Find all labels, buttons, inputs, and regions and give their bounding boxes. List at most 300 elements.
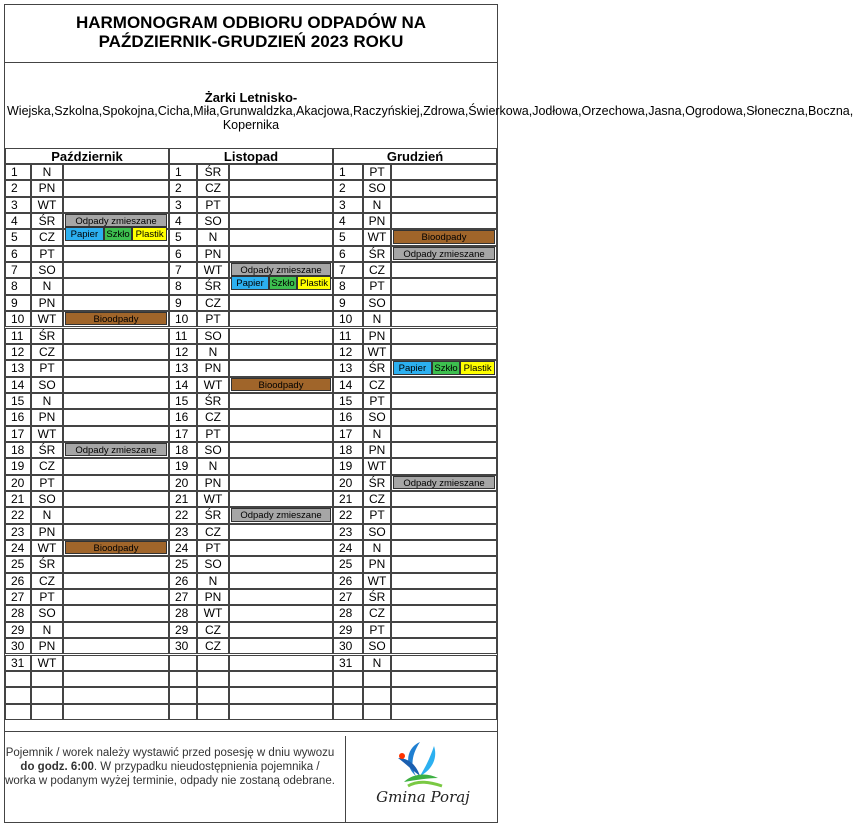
weekday: PN [197,360,229,376]
day-number: 7 [169,262,197,278]
day-number: 15 [333,393,363,409]
weekday: WT [363,458,391,474]
weekday: SO [363,409,391,425]
pickup-cell [229,344,333,360]
pickup-cell [229,229,333,245]
weekday: N [197,573,229,589]
day-number: 22 [333,507,363,523]
day-number: 24 [5,540,31,556]
weekday: N [363,540,391,556]
pickup-cell [391,344,497,360]
day-number: 17 [5,426,31,442]
day-number: 25 [169,556,197,572]
day-number [169,671,197,687]
day-number: 21 [169,491,197,507]
weekday: PN [363,213,391,229]
pickup-cell [391,278,497,294]
pickup-cell [63,295,169,311]
day-number: 18 [169,442,197,458]
pickup-cell [391,262,497,278]
pickup-cell [63,622,169,638]
logo-text: Gmina Poraj [376,788,470,806]
weekday: WT [197,262,229,278]
weekday [197,687,229,703]
footer [5,731,497,825]
weekday: PN [197,246,229,262]
weekday: SO [31,262,63,278]
weekday: SO [363,524,391,540]
pickup-cell [391,328,497,344]
day-number: 4 [5,213,31,229]
weekday: SO [197,328,229,344]
notice-text-1: Pojemnik / worek należy wystawić przed posesję w dniu wywozu [5,747,335,759]
weekday: SO [363,638,391,654]
day-number: 29 [5,622,31,638]
bio-waste-tag: Bioodpady [393,230,495,243]
glass-pickup-tag: Szkło [432,361,461,374]
mixed-waste-tag: Odpady zmieszane [65,214,167,227]
pickup-cell [63,605,169,621]
mixed-waste-tag: Odpady zmieszane [231,263,331,276]
weekday: WT [363,344,391,360]
pickup-cell [391,197,497,213]
day-number: 2 [169,180,197,196]
weekday: CZ [197,638,229,654]
street-list: Wiejska,Szkolna,Spokojna,Cicha,Miła,Grunwaldzka,Akacjowa,Raczyńskiej,Zdrowa,Świerkowa,Jodłowa,Orzechowa,Jasna,Ogrodowa,Słoneczna,Boczna, Kopernika [7,104,853,132]
day-number: 31 [5,655,31,671]
day-number: 23 [333,524,363,540]
day-number: 20 [333,475,363,491]
pickup-cell [391,213,497,229]
day-number: 8 [169,278,197,294]
weekday: PT [197,197,229,213]
pickup-cell [229,622,333,638]
day-number: 31 [333,655,363,671]
weekday: ŚR [363,360,391,376]
day-number: 11 [5,328,31,344]
pickup-cell [229,540,333,556]
pickup-cell [391,671,497,687]
day-number: 15 [5,393,31,409]
pickup-cell [229,426,333,442]
pickup-cell [391,180,497,196]
pickup-cell [63,671,169,687]
day-number: 13 [333,360,363,376]
weekday: CZ [363,491,391,507]
month-header: Październik [5,148,169,164]
weekday: PN [363,556,391,572]
pickup-cell [63,556,169,572]
day-number [333,671,363,687]
weekday: PT [31,246,63,262]
weekday: PT [363,278,391,294]
day-number: 22 [5,507,31,523]
day-number: 11 [169,328,197,344]
bio-waste-tag: Bioodpady [65,541,167,554]
weekday: N [363,311,391,327]
weekday: WT [31,311,63,327]
gmina-logo [345,736,494,822]
day-number: 14 [5,377,31,393]
weekday: PN [197,589,229,605]
weekday: N [363,655,391,671]
weekday: CZ [31,229,63,245]
weekday: WT [31,540,63,556]
weekday: PN [31,638,63,654]
pickup-cell [229,393,333,409]
pickup-cell [391,442,497,458]
pickup-cell [63,475,169,491]
weekday: CZ [197,622,229,638]
weekday: PN [197,475,229,491]
day-number: 19 [169,458,197,474]
day-number: 23 [169,524,197,540]
weekday: SO [197,213,229,229]
pickup-cell [63,573,169,589]
day-number [5,671,31,687]
pickup-cell [391,573,497,589]
pickup-cell [391,491,497,507]
weekday: ŚR [31,213,63,229]
pickup-cell [391,311,497,327]
mixed-waste-tag: Odpady zmieszane [65,443,167,456]
day-number: 25 [333,556,363,572]
weekday: SO [31,377,63,393]
pickup-cell [63,180,169,196]
day-number: 4 [169,213,197,229]
pickup-cell [229,655,333,671]
weekday: WT [363,229,391,245]
pickup-cell [391,605,497,621]
weekday [363,671,391,687]
weekday [31,687,63,703]
weekday: PN [31,180,63,196]
pickup-cell [229,573,333,589]
day-number: 28 [169,605,197,621]
pickup-cell [229,491,333,507]
pickup-cell [391,409,497,425]
day-number: 25 [5,556,31,572]
pickup-cell [391,687,497,703]
day-number: 26 [333,573,363,589]
pickup-cell [391,704,497,720]
pickup-cell [229,328,333,344]
mixed-waste-tag: Odpady zmieszane [393,247,495,260]
pickup-cell [229,197,333,213]
weekday: N [197,229,229,245]
weekday: CZ [31,573,63,589]
day-number: 30 [169,638,197,654]
day-number: 26 [5,573,31,589]
day-number: 28 [333,605,363,621]
day-number: 6 [169,246,197,262]
weekday [197,704,229,720]
day-number: 18 [333,442,363,458]
day-number: 29 [169,622,197,638]
pickup-cell [391,589,497,605]
weekday: WT [363,573,391,589]
day-number: 19 [333,458,363,474]
weekday [363,687,391,703]
mixed-waste-tag: Odpady zmieszane [393,476,495,489]
mixed-waste-tag: Odpady zmieszane [231,508,331,521]
pickup-cell [63,328,169,344]
weekday: PT [31,589,63,605]
pickup-cell [63,687,169,703]
day-number [169,655,197,671]
paper-pickup-tag: Papier [231,276,269,289]
day-number: 20 [169,475,197,491]
weekday: PT [363,507,391,523]
weekday: PN [363,442,391,458]
weekday: PN [363,328,391,344]
weekday: N [31,393,63,409]
weekday: ŚR [197,393,229,409]
pickup-cell [63,589,169,605]
title-line-1: HARMONOGRAM ODBIORU ODPADÓW NA [75,13,427,32]
weekday: WT [197,491,229,507]
pickup-cell [229,409,333,425]
day-number: 6 [333,246,363,262]
pickup-cell [229,180,333,196]
pickup-cell [391,556,497,572]
weekday: SO [363,180,391,196]
weekday: N [31,278,63,294]
pickup-cell [391,295,497,311]
day-number: 28 [5,605,31,621]
day-number: 21 [5,491,31,507]
day-number: 15 [169,393,197,409]
day-number: 2 [333,180,363,196]
day-number [169,687,197,703]
day-number: 18 [5,442,31,458]
weekday: PT [363,393,391,409]
pickup-cell [229,671,333,687]
bio-waste-tag: Bioodpady [65,312,167,325]
day-number: 14 [333,377,363,393]
day-number: 26 [169,573,197,589]
collection-notice [5,746,335,788]
pickup-cell [63,360,169,376]
pickup-cell [229,475,333,491]
day-number: 24 [169,540,197,556]
day-number: 7 [5,262,31,278]
day-number: 3 [333,197,363,213]
page-title [5,13,497,51]
pickup-cell [229,638,333,654]
weekday [363,704,391,720]
pickup-cell [229,687,333,703]
weekday: ŚR [197,164,229,180]
day-number: 12 [169,344,197,360]
weekday: ŚR [197,278,229,294]
day-number: 6 [5,246,31,262]
weekday: WT [31,655,63,671]
pickup-cell [63,507,169,523]
day-number: 1 [333,164,363,180]
day-number: 17 [169,426,197,442]
day-number: 29 [333,622,363,638]
plastic-pickup-tag: Plastik [460,361,495,374]
pickup-cell [63,655,169,671]
day-number: 13 [5,360,31,376]
pickup-cell [391,655,497,671]
pickup-cell [63,164,169,180]
paper-pickup-tag: Papier [65,227,104,240]
pickup-cell [229,360,333,376]
weekday: N [363,197,391,213]
weekday: WT [31,426,63,442]
day-number: 4 [333,213,363,229]
weekday: ŚR [197,507,229,523]
pickup-cell [391,377,497,393]
weekday: CZ [197,409,229,425]
pickup-cell [63,704,169,720]
day-number: 2 [5,180,31,196]
weekday: CZ [197,180,229,196]
weekday: ŚR [363,246,391,262]
weekday: WT [31,197,63,213]
weekday: PT [197,540,229,556]
schedule-sheet [4,4,853,823]
weekday: SO [31,605,63,621]
weekday: WT [197,377,229,393]
day-number: 1 [169,164,197,180]
weekday [197,655,229,671]
pickup-cell [63,524,169,540]
day-number: 27 [169,589,197,605]
pickup-cell [391,164,497,180]
weekday: CZ [363,262,391,278]
pickup-cell [229,556,333,572]
pickup-cell [391,524,497,540]
weekday: CZ [31,344,63,360]
day-number: 19 [5,458,31,474]
weekday: PT [363,622,391,638]
day-number: 13 [169,360,197,376]
day-number: 16 [333,409,363,425]
pickup-cell [229,524,333,540]
day-number: 17 [333,426,363,442]
weekday: PT [31,360,63,376]
weekday: ŚR [31,442,63,458]
day-number [5,687,31,703]
day-number: 30 [333,638,363,654]
day-number: 12 [5,344,31,360]
weekday: ŚR [363,475,391,491]
pickup-cell [63,638,169,654]
weekday: CZ [197,524,229,540]
weekday: N [197,344,229,360]
day-number: 10 [5,311,31,327]
location-title: Żarki Letnisko- [204,90,298,105]
pickup-cell [391,393,497,409]
notice-text-2: . W przypadku nieudostępnienia pojemnika / worka w podanym wyżej terminie, odpady nie zostaną odebrane. [5,761,335,787]
day-number: 16 [5,409,31,425]
day-number: 5 [5,229,31,245]
weekday: N [31,622,63,638]
pickup-cell [229,589,333,605]
pickup-cell [63,409,169,425]
glass-pickup-tag: Szkło [104,227,133,240]
day-number: 1 [5,164,31,180]
weekday: PN [31,409,63,425]
weekday: CZ [31,458,63,474]
day-number [5,704,31,720]
pickup-cell [391,458,497,474]
bio-waste-tag: Bioodpady [231,378,331,391]
pickup-cell [229,164,333,180]
pickup-cell [63,458,169,474]
weekday: N [31,507,63,523]
pickup-cell [229,458,333,474]
pickup-cell [63,491,169,507]
pickup-cell [229,311,333,327]
pickup-cell [63,262,169,278]
weekday [31,704,63,720]
tulip-icon [346,736,494,796]
pickup-cell [229,213,333,229]
pickup-cell [63,344,169,360]
day-number: 30 [5,638,31,654]
day-number [333,687,363,703]
day-number: 5 [169,229,197,245]
day-number: 3 [5,197,31,213]
weekday: PT [363,164,391,180]
pickup-cell [391,540,497,556]
paper-pickup-tag: Papier [393,361,432,374]
pickup-cell [229,246,333,262]
day-number: 24 [333,540,363,556]
day-number: 9 [169,295,197,311]
pickup-cell [229,442,333,458]
pickup-cell [391,426,497,442]
day-number: 22 [169,507,197,523]
weekday: N [197,458,229,474]
day-number: 20 [5,475,31,491]
glass-pickup-tag: Szkło [269,276,297,289]
day-number: 5 [333,229,363,245]
day-number [333,704,363,720]
weekday: SO [197,442,229,458]
pickup-cell [63,426,169,442]
day-number: 7 [333,262,363,278]
weekday: PN [31,295,63,311]
weekday: ŚR [363,589,391,605]
day-number: 27 [333,589,363,605]
day-number: 10 [333,311,363,327]
pickup-cell [229,605,333,621]
pickup-cell [63,197,169,213]
pickup-cell [229,704,333,720]
pickup-cell [229,295,333,311]
day-number: 8 [333,278,363,294]
weekday: N [31,164,63,180]
day-number: 23 [5,524,31,540]
notice-deadline: do godz. 6:00 [20,761,94,773]
plastic-pickup-tag: Plastik [297,276,331,289]
weekday: PN [31,524,63,540]
day-number: 3 [169,197,197,213]
weekday: WT [197,605,229,621]
day-number: 9 [333,295,363,311]
pickup-cell [391,638,497,654]
pickup-cell [391,622,497,638]
plastic-pickup-tag: Plastik [132,227,167,240]
weekday: SO [31,491,63,507]
pickup-cell [391,507,497,523]
weekday: PT [197,426,229,442]
